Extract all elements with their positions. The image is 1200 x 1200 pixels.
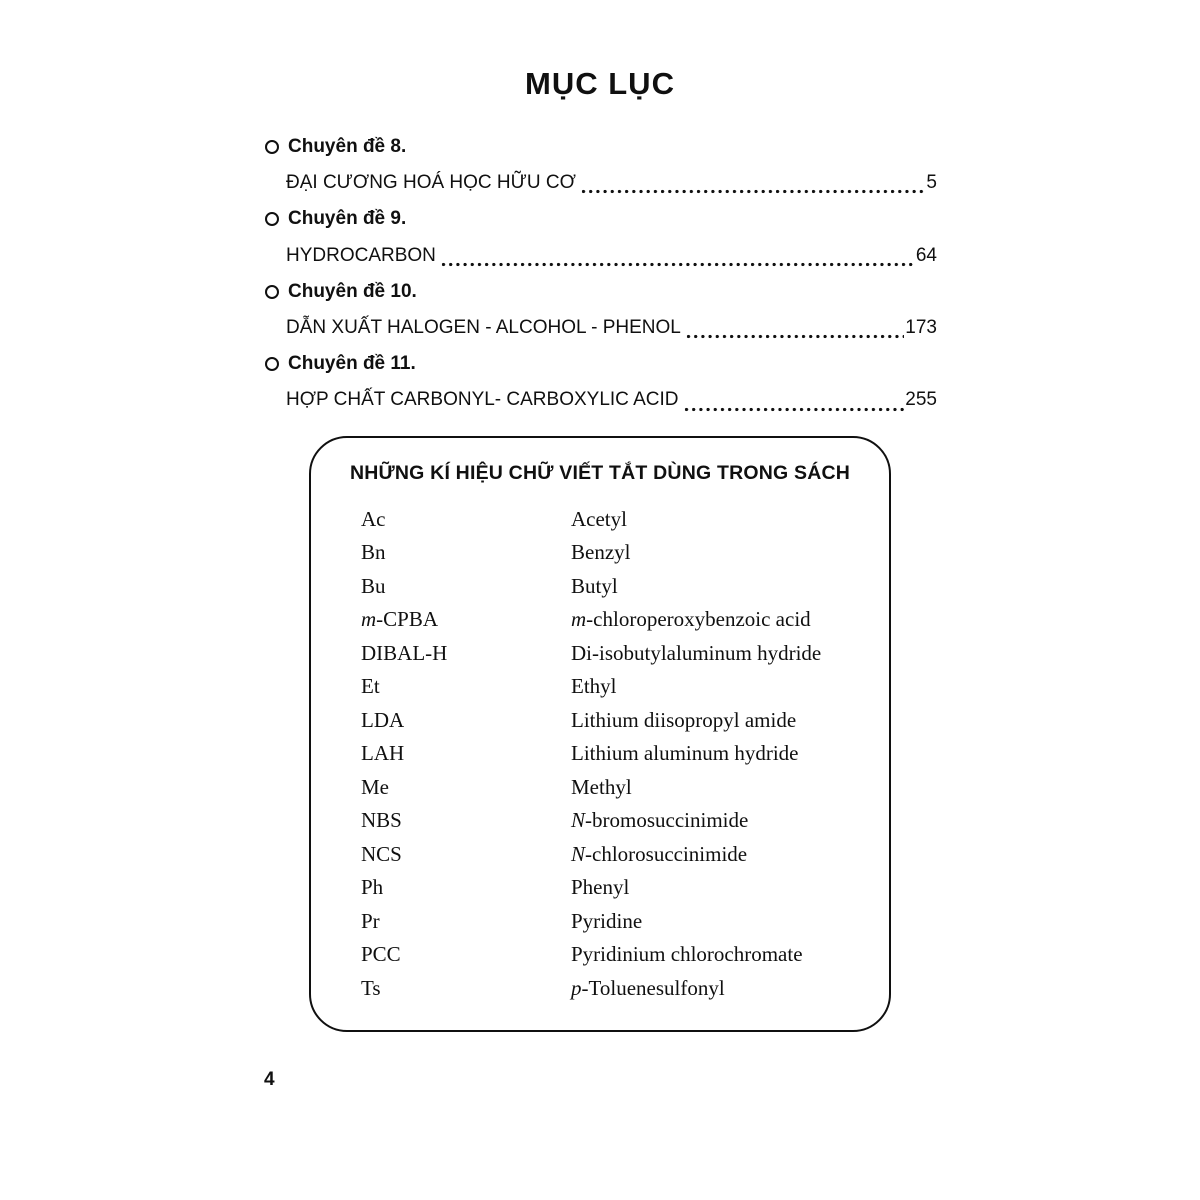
abbreviation (361, 942, 571, 967)
abbreviation-row (361, 704, 869, 738)
abbreviation (361, 976, 571, 1001)
definition-text: -Toluenesulfonyl (581, 975, 725, 1000)
definition (571, 540, 869, 565)
circle-bullet-icon (265, 140, 279, 154)
definition-italic-prefix: N (571, 841, 586, 866)
table-of-contents (265, 129, 937, 419)
abbreviation-row (361, 905, 869, 939)
definition-text: -chlorosuccinimide (585, 841, 748, 866)
toc-entry-label: Chuyên đề 8. (288, 136, 407, 158)
definition (571, 842, 869, 867)
abbreviation (361, 909, 571, 934)
abbreviation-text: Ts (361, 975, 381, 1000)
definition (571, 574, 869, 599)
abbreviations-box (309, 436, 891, 1032)
abbreviation-text: Me (361, 774, 389, 799)
abbreviation (361, 641, 571, 666)
definition (571, 607, 869, 632)
abbreviation-text: Ph (361, 875, 384, 900)
abbreviation (361, 708, 571, 733)
definition-italic-prefix: p (571, 975, 582, 1000)
toc-page-number: 5 (926, 172, 937, 194)
abbreviation-italic-prefix: m (361, 607, 377, 632)
dotted-leader (441, 262, 915, 267)
toc-entry-label: Chuyên đề 10. (288, 280, 417, 302)
abbreviation-row (361, 603, 869, 637)
abbreviation-text: NBS (361, 808, 402, 833)
abbreviation-row (361, 637, 869, 671)
toc-page-number: 255 (905, 389, 937, 411)
abbreviation (361, 842, 571, 867)
abbreviation-row (361, 536, 869, 570)
abbreviation-text: DIBAL-H (361, 640, 448, 665)
folio-page-number: 4 (264, 1069, 275, 1090)
abbreviation-row (361, 804, 869, 838)
abbreviations-heading: NHỮNG KÍ HIỆU CHỮ VIẾT TẮT DÙNG TRONG SÁCH (349, 461, 851, 484)
toc-entry-title: HYDROCARBON (286, 244, 436, 266)
toc-entry-title-row (265, 310, 937, 346)
abbreviation-row (361, 771, 869, 805)
abbreviation-text: LAH (361, 741, 405, 766)
toc-entry-label-row (265, 274, 937, 310)
abbreviation-text: Pr (361, 908, 380, 933)
circle-bullet-icon (265, 357, 279, 371)
definition-text: Phenyl (571, 875, 630, 900)
definition (571, 674, 869, 699)
abbreviation-row (361, 737, 869, 771)
definition-italic-prefix: m (571, 607, 587, 632)
toc-entry-title: HỢP CHẤT CARBONYL- CARBOXYLIC ACID (286, 389, 679, 411)
toc-entry-title: DẪN XUẤT HALOGEN - ALCOHOL - PHENOL (286, 316, 681, 338)
abbreviation (361, 540, 571, 565)
circle-bullet-icon (265, 285, 279, 299)
definition (571, 875, 869, 900)
definition (571, 507, 869, 532)
toc-entry-title-row (265, 165, 937, 201)
toc-entry-label: Chuyên đề 9. (288, 208, 407, 230)
abbreviation (361, 875, 571, 900)
definition-text: Lithium aluminum hydride (571, 741, 799, 766)
definition (571, 741, 869, 766)
abbreviation (361, 775, 571, 800)
abbreviation-text: -CPBA (376, 607, 439, 632)
definition-text: -bromosuccinimide (585, 808, 749, 833)
abbreviation (361, 741, 571, 766)
dotted-leader (684, 407, 905, 412)
abbreviation (361, 808, 571, 833)
toc-entry-title-row (265, 238, 937, 274)
abbreviation-text: PCC (361, 942, 401, 967)
abbreviation-row (361, 670, 869, 704)
abbreviation (361, 674, 571, 699)
abbreviation-row (361, 938, 869, 972)
abbreviation (361, 507, 571, 532)
toc-entry-label-row (265, 129, 937, 165)
definition-text: Lithium diisopropyl amide (571, 707, 797, 732)
abbreviation-row (361, 503, 869, 537)
definition (571, 641, 869, 666)
abbreviation-row (361, 570, 869, 604)
abbreviation-text: Bu (361, 573, 386, 598)
toc-entry-title: ĐẠI CƯƠNG HOÁ HỌC HỮU CƠ (286, 172, 576, 194)
abbreviation-text: Et (361, 674, 380, 699)
abbreviations-table (361, 503, 869, 1006)
toc-entry-title-row (265, 382, 937, 418)
definition-text: Acetyl (571, 506, 627, 531)
dotted-leader (686, 334, 904, 339)
abbreviation-row (361, 972, 869, 1006)
abbreviation (361, 607, 571, 632)
definition (571, 808, 869, 833)
abbreviation-row (361, 871, 869, 905)
definition (571, 775, 869, 800)
abbreviation-row (361, 838, 869, 872)
definition (571, 909, 869, 934)
definition (571, 708, 869, 733)
definition-italic-prefix: N (571, 808, 586, 833)
definition (571, 976, 869, 1001)
definition-text: Pyridinium chlorochromate (571, 942, 803, 967)
definition-text: Benzyl (571, 540, 631, 565)
definition-text: Di-isobutylaluminum hydride (571, 640, 822, 665)
definition-text: Ethyl (571, 674, 617, 699)
abbreviation-text: Ac (361, 506, 386, 531)
circle-bullet-icon (265, 212, 279, 226)
dotted-leader (581, 189, 926, 194)
definition-text: Methyl (571, 774, 632, 799)
toc-page-number: 64 (915, 244, 937, 266)
definition (571, 942, 869, 967)
definition-text: -chloroperoxybenzoic acid (586, 607, 811, 632)
definition-text: Butyl (571, 573, 618, 598)
abbreviation-text: NCS (361, 841, 402, 866)
definition-text: Pyridine (571, 908, 643, 933)
toc-page-number: 173 (905, 316, 937, 338)
toc-entry-label: Chuyên đề 11. (288, 353, 416, 375)
toc-entry-label-row (265, 346, 937, 382)
page-title: MỤC LỤC (525, 66, 675, 101)
abbreviation-text: Bn (361, 540, 386, 565)
abbreviation-text: LDA (361, 707, 405, 732)
toc-entry-label-row (265, 201, 937, 237)
abbreviation (361, 574, 571, 599)
